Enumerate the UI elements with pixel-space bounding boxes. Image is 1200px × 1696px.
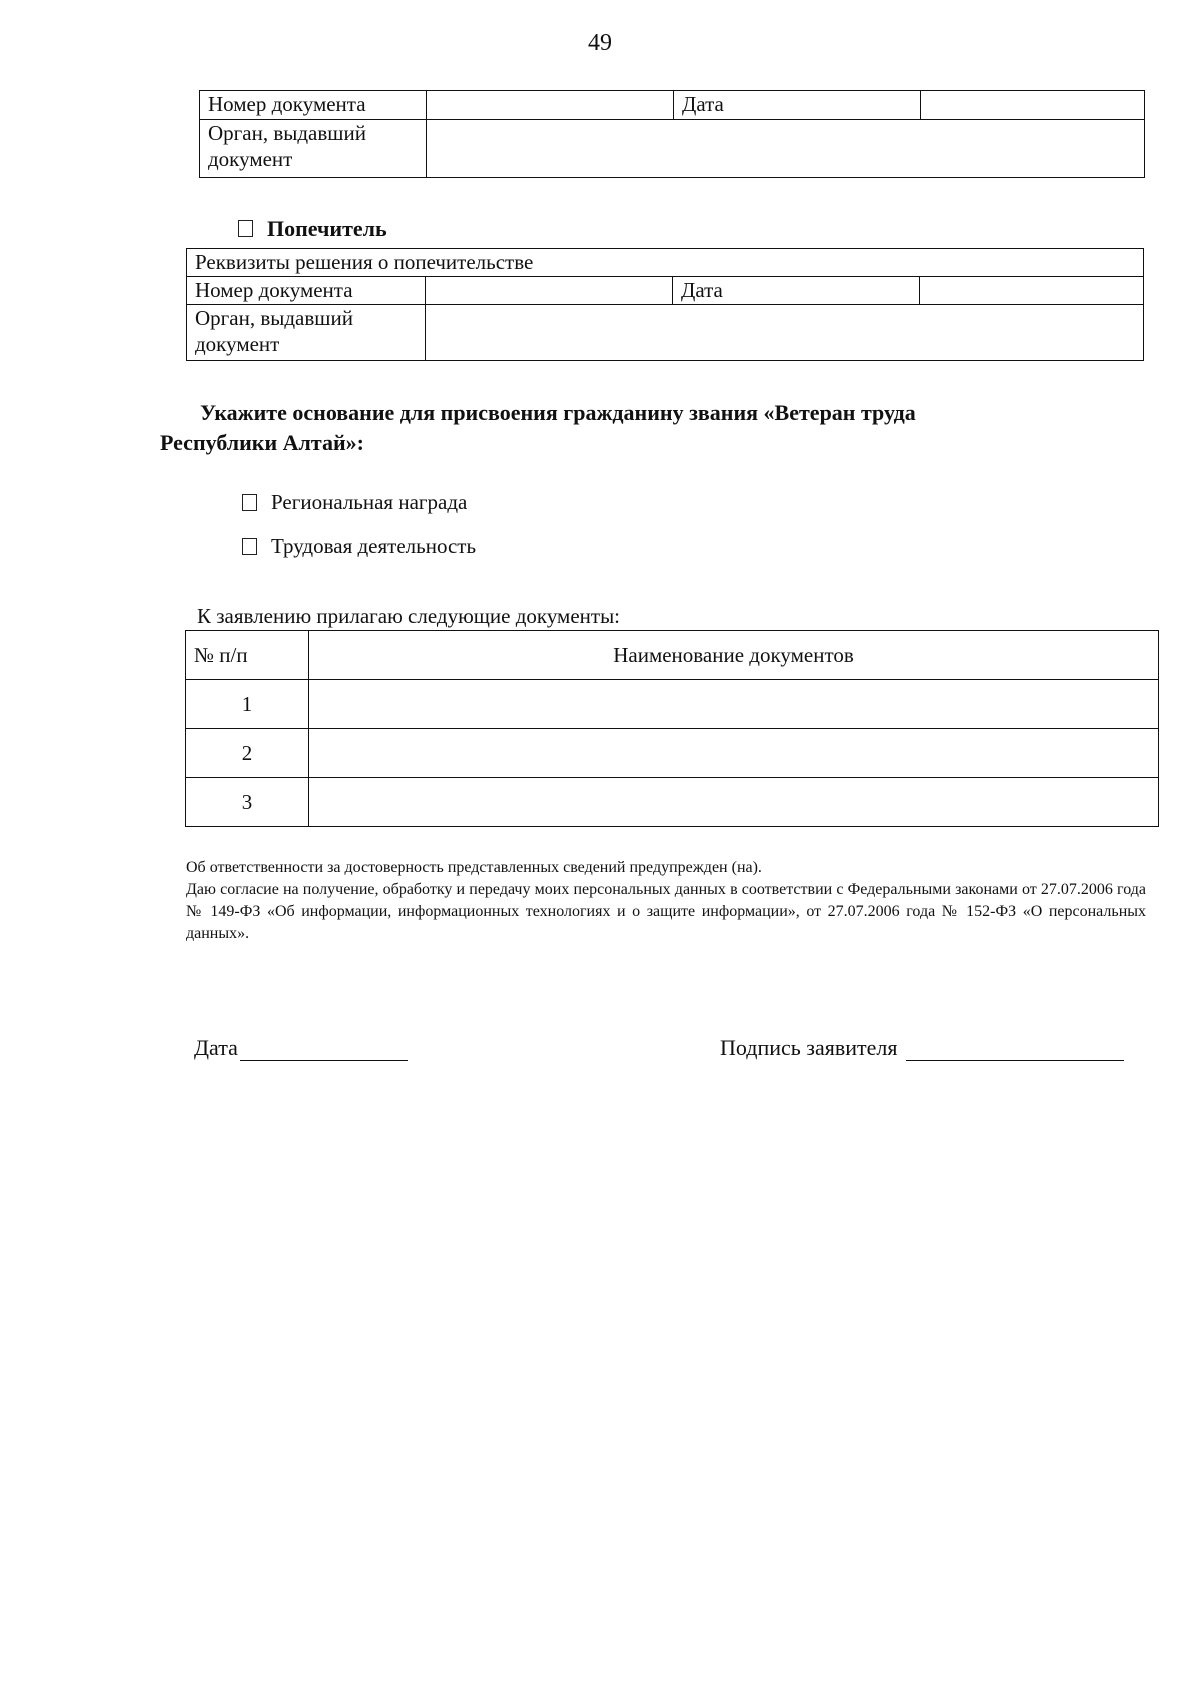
- issuer-label: Орган, выдавший документ: [187, 305, 426, 361]
- option-regional-award[interactable]: [242, 490, 467, 515]
- doc-number-field[interactable]: [427, 91, 674, 120]
- document-name-field[interactable]: [309, 778, 1159, 827]
- attachments-table: [185, 630, 1159, 827]
- basis-title: [160, 398, 1080, 458]
- row-number: 3: [186, 778, 309, 827]
- guardian-document-table: [199, 90, 1145, 178]
- document-name-field[interactable]: [309, 680, 1159, 729]
- applicant-signature: [720, 1035, 1124, 1061]
- responsibility-notice: [186, 857, 1146, 945]
- decision-label: Реквизиты решения о попечительстве: [187, 249, 1144, 277]
- curator-option[interactable]: [238, 216, 387, 242]
- option-label: Региональная награда: [271, 490, 468, 514]
- date-label: Дата: [674, 91, 921, 120]
- consent-text: Даю согласие на получение, обработку и передачу моих персональных данных в соответствии с Федеральными законами от 27.07.2006 года № 149-ФЗ «Об информации, информационных технологиях и о защите информации», от 27.07.2006 года № 152-ФЗ «О персональных данных».: [186, 881, 1146, 942]
- labor-activity-checkbox[interactable]: [242, 538, 257, 555]
- document-name-field[interactable]: [309, 729, 1159, 778]
- signature-label: Подпись заявителя: [720, 1035, 898, 1060]
- row-number: 2: [186, 729, 309, 778]
- issuer-field[interactable]: [427, 120, 1145, 178]
- doc-number-label: Номер документа: [187, 277, 426, 305]
- attachments-heading: К заявлению прилагаю следующие документы:: [197, 604, 621, 628]
- option-label: Трудовая деятельность: [271, 534, 477, 558]
- row-number: 1: [186, 680, 309, 729]
- curator-decision-table: [186, 248, 1144, 361]
- col-number-header: № п/п: [186, 631, 309, 680]
- issuer-field[interactable]: [426, 305, 1144, 361]
- date-label: Дата: [673, 277, 920, 305]
- date-field[interactable]: [920, 277, 1144, 305]
- page-number: 49: [588, 30, 612, 56]
- regional-award-checkbox[interactable]: [242, 494, 257, 511]
- date-label: Дата: [194, 1035, 238, 1060]
- date-signature: [194, 1035, 408, 1061]
- doc-number-label: Номер документа: [200, 91, 427, 120]
- curator-checkbox[interactable]: [238, 220, 253, 237]
- doc-number-field[interactable]: [426, 277, 673, 305]
- signature-line[interactable]: [906, 1040, 1124, 1061]
- basis-title-line1: Укажите основание для присвоения гражданину звания «Ветеран труда: [200, 400, 916, 425]
- curator-label: Попечитель: [267, 216, 387, 241]
- basis-title-line2: Республики Алтай»:: [160, 430, 364, 455]
- col-name-header: Наименование документов: [309, 631, 1159, 680]
- notice-line1: Об ответственности за достоверность представленных сведений предупрежден (на).: [186, 859, 762, 876]
- date-field[interactable]: [921, 91, 1145, 120]
- date-line[interactable]: [240, 1040, 408, 1061]
- option-labor-activity[interactable]: [242, 534, 476, 559]
- issuer-label: Орган, выдавший документ: [200, 120, 427, 178]
